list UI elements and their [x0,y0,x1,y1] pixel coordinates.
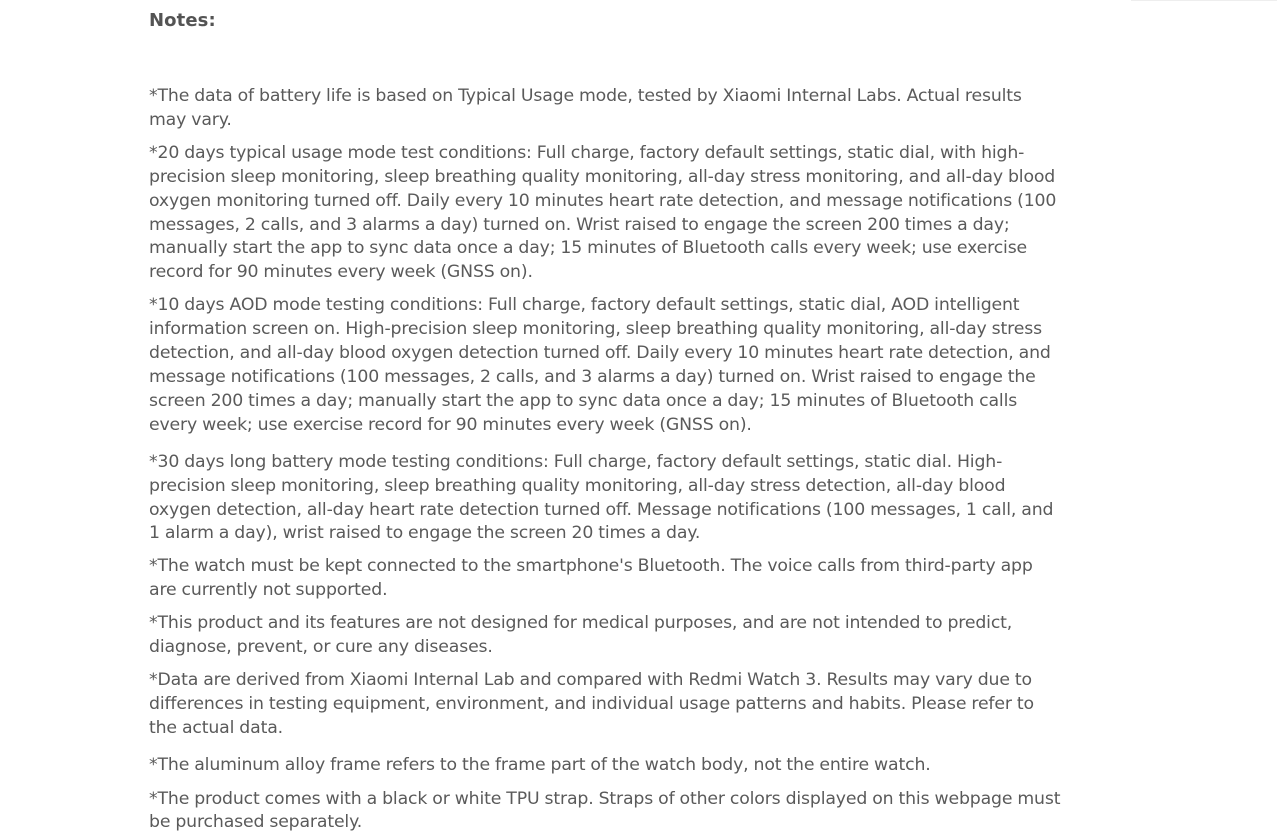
note-bluetooth-requirement: *The watch must be kept connected to the smartphone's Bluetooth. The voice calls from third-party app are currently not supported. [149,556,1033,601]
note-data-source: *Data are derived from Xiaomi Internal Lab and compared with Redmi Watch 3. Results may vary due to differences in testing equipment, environment, and individual usage patterns and habits. Please refer to the actual data. [149,669,1034,738]
note-battery-life: *The data of battery life is based on Typical Usage mode, tested by Xiaomi Internal Labs. Actual results may vary. [149,86,1022,130]
notes-list [149,85,1064,835]
note-long-battery-conditions: *30 days long battery mode testing conditions: Full charge, factory default settings, static dial. High-precision sleep monitoring, sleep breathing quality monitoring, all-day stress detection, all-day blood oxygen detection, all-day heart rate detection turned off. Message notifications (100 messages, 1 call, and 1 alarm a day), wrist raised to engage the screen 20 times a day. [149,451,1054,544]
note-medical-disclaimer: *This product and its features are not designed for medical purposes, and are not intended to predict, diagnose, prevent, or cure any diseases. [149,613,1013,658]
note-aod-mode-conditions: *10 days AOD mode testing conditions: Full charge, factory default settings, static dial, AOD intelligent information screen on. High-precision sleep monitoring, sleep breathing quality monitoring, all-day stress detection, and all-day blood oxygen detection turned off. Daily every 10 minutes heart rate detection, and message notifications (100 messages, 2 calls, and 3 alarms a day) turned on. Wrist raised to engage the screen 200 times a day; manually start the app to sync data once a day; 15 minutes of Bluetooth calls every week; use exercise record for 90 minutes every week (GNSS on). [149,295,1051,435]
note-strap-colors: *The product comes with a black or white TPU strap. Straps of other colors displayed on this webpage must be purchased separately. [149,788,1061,833]
note-aluminum-frame: *The aluminum alloy frame refers to the frame part of the watch body, not the entire watch. [149,754,931,775]
notes-title: Notes: [149,10,216,31]
top-divider [1131,0,1277,1]
note-typical-usage-conditions: *20 days typical usage mode test conditions: Full charge, factory default settings, static dial, with high-precision sleep monitoring, sleep breathing quality monitoring, all-day stress monitoring, and all-day blood oxygen monitoring turned off. Daily every 10 minutes heart rate detection, and message notifications (100 messages, 2 calls, and 3 alarms a day) turned on. Wrist raised to engage the screen 200 times a day; manually start the app to sync data once a day; 15 minutes of Bluetooth calls every week; use exercise record for 90 minutes every week (GNSS on). [149,142,1057,283]
